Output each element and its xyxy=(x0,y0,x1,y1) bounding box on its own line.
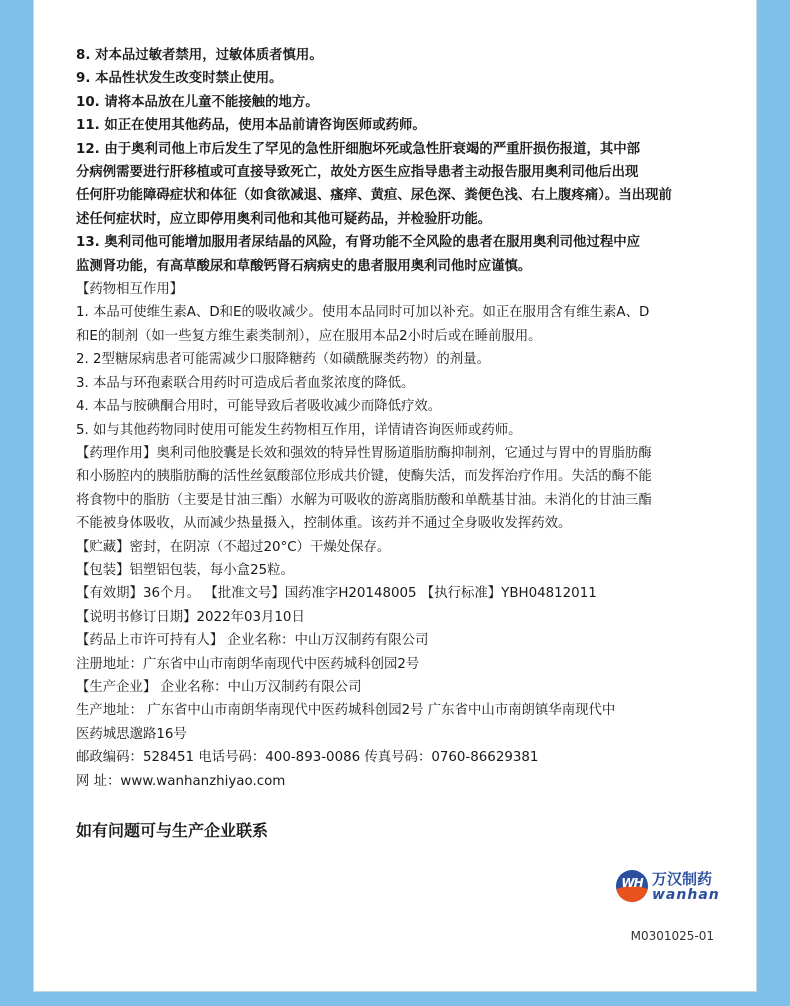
text-line: 5. 如与其他药物同时使用可能发生药物相互作用，详情请咨询医师或药师。 xyxy=(76,422,522,438)
text-line: 【说明书修订日期】2022年03月10日 xyxy=(76,609,305,625)
text-line: 【包装】铝塑铝包装，每小盒25粒。 xyxy=(76,562,294,578)
text-line: 任何肝功能障碍症状和体征（如食欲减退、瘙痒、黄疸、尿色深、粪便色浅、右上腹疼痛）。当出现前 xyxy=(76,188,672,204)
text-line: 和E的制剂（如一些复方维生素类制剂），应在服用本品2小时后或在睡前服用。 xyxy=(76,328,542,344)
text-line: 13. 奥利司他可能增加服用者尿结晶的风险，有肾功能不全风险的患者在服用奥利司他过程中应 xyxy=(76,235,641,251)
text-line: 12. 由于奥利司他上市后发生了罕见的急性肝细胞坏死或急性肝衰竭的严重肝损伤报道，其中部 xyxy=(76,141,641,157)
text-line: 述任何症状时，应立即停用奥利司他和其他可疑药品，并检验肝功能。 xyxy=(76,211,492,227)
document-code: M0301025-01 xyxy=(630,929,714,943)
text-line: 医药城思邈路16号 xyxy=(76,726,187,742)
text-line: 9. 本品性状发生改变时禁止使用。 xyxy=(76,71,283,87)
text-line: 分病例需要进行肝移植或可直接导致死亡，故处方医生应指导患者主动报告服用奥利司他后出现 xyxy=(76,165,639,181)
text-line: 【生产企业】 企业名称：中山万汉制药有限公司 xyxy=(76,679,362,695)
text-line: 注册地址：广东省中山市南朗华南现代中医药城科创园2号 xyxy=(76,656,420,672)
logo-mark-text: WH xyxy=(621,876,643,890)
text-line: 1. 本品可使维生素A、D和E的吸收减少。使用本品同时可加以补充。如正在服用含有维生素A、D xyxy=(76,305,650,321)
text-line: 10. 请将本品放在儿童不能接触的地方。 xyxy=(76,94,319,110)
wanhan-logo-icon xyxy=(616,870,648,902)
leaflet-text xyxy=(76,44,726,793)
text-line: 11. 如正在使用其他药品，使用本品前请咨询医师或药师。 xyxy=(76,118,426,134)
text-line: 将食物中的脂肪（主要是甘油三酯）水解为可吸收的游离脂肪酸和单酰基甘油。未消化的甘油三酯 xyxy=(76,492,652,508)
logo-name-en: wanhan xyxy=(652,887,720,903)
text-line: 2. 2型糖尿病患者可能需减少口服降糖药（如磺酰脲类药物）的剂量。 xyxy=(76,352,490,368)
text-line: 邮政编码：528451 电话号码：400-893-0086 传真号码：0760-86629381 xyxy=(76,750,539,766)
text-line: 网 址：www.wanhanzhiyao.com xyxy=(76,773,286,789)
text-line: 【贮藏】密封，在阴凉（不超过20°C）干燥处保存。 xyxy=(76,539,391,555)
text-line: 不能被身体吸收，从而减少热量摄入，控制体重。该药并不通过全身吸收发挥药效。 xyxy=(76,516,572,532)
text-line: 监测肾功能，有高草酸尿和草酸钙肾石病病史的患者服用奥利司他时应谨慎。 xyxy=(76,258,532,274)
text-line: 8. 对本品过敏者禁用，过敏体质者慎用。 xyxy=(76,48,323,63)
text-line: 【药品上市许可持有人】 企业名称：中山万汉制药有限公司 xyxy=(76,633,429,649)
text-line: 和小肠腔内的胰脂肪酶的活性丝氨酸部位形成共价键，使酶失活，而发挥治疗作用。失活的酶不能 xyxy=(76,469,652,485)
text-line: 【有效期】36个月。 【批准文号】国药准字H20148005 【执行标准】YBH04812011 xyxy=(76,586,597,602)
leaflet-sheet xyxy=(33,0,757,992)
text-line: 生产地址： 广东省中山市南朗华南现代中医药城科创园2号 广东省中山市南朗镇华南现代中 xyxy=(76,703,616,719)
text-line: 【药理作用】奥利司他胶囊是长效和强效的特异性胃肠道脂肪酶抑制剂，它通过与胃中的胃脂肪酶 xyxy=(76,445,652,461)
text-line: 【药物相互作用】 xyxy=(76,282,184,298)
contact-note: 如有问题可与生产企业联系 xyxy=(76,821,269,840)
logo-name-cn: 万汉制药 xyxy=(652,870,713,888)
text-line: 4. 本品与胺碘酮合用时，可能导致后者吸收减少而降低疗效。 xyxy=(76,399,442,415)
company-logo xyxy=(616,866,728,906)
text-line: 3. 本品与环孢素联合用药时可造成后者血浆浓度的降低。 xyxy=(76,375,415,391)
